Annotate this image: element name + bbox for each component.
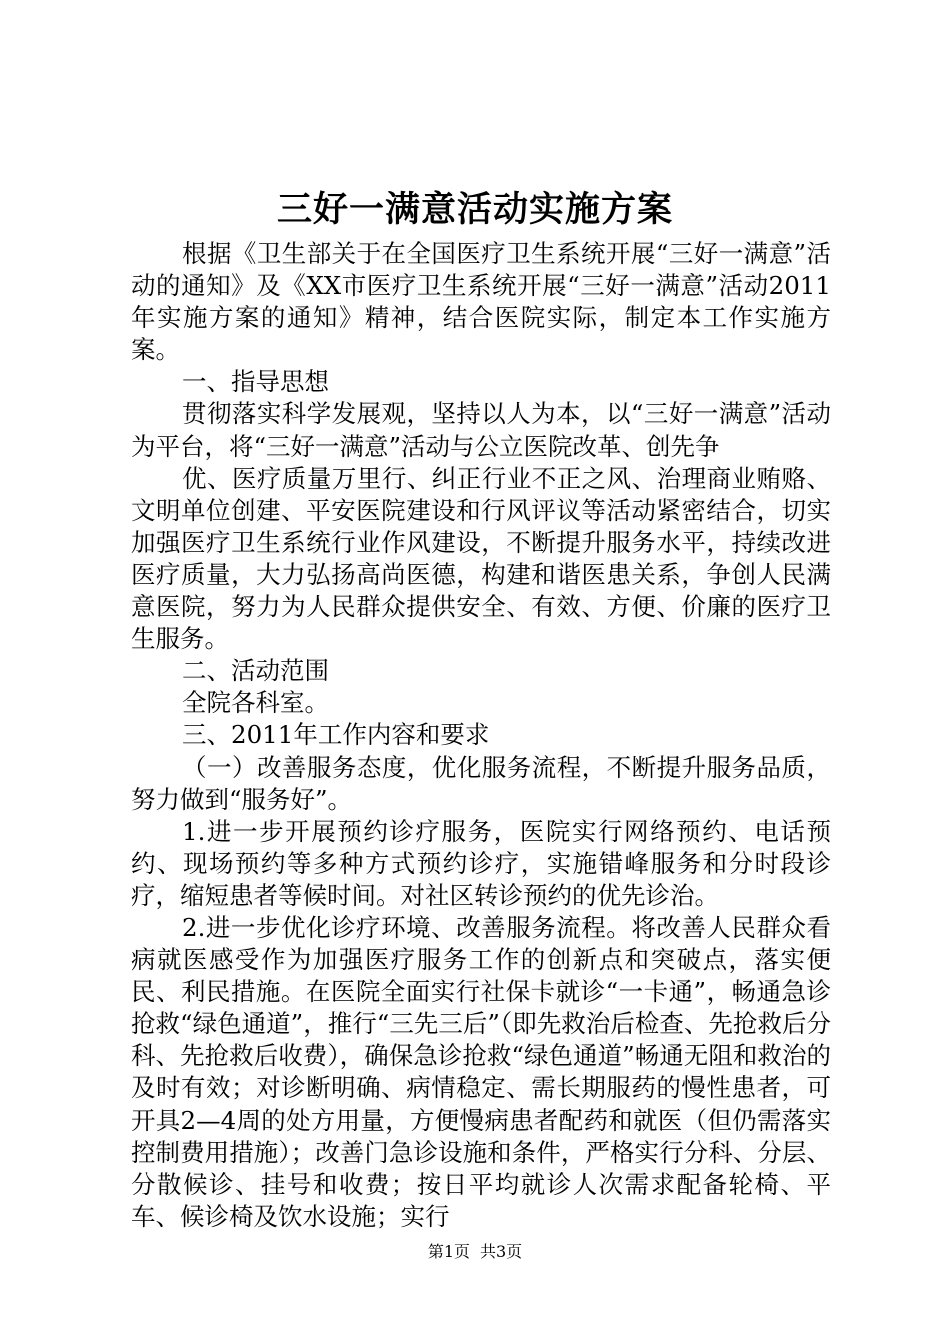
page-footer <box>0 1240 950 1264</box>
paragraph-activity-scope: 全院各科室。 <box>182 688 329 718</box>
subsection-heading-service: （一）改善服务态度，优化服务流程，不断提升服务品质，努力做到“服务好”。 <box>131 752 831 814</box>
document-body <box>131 238 831 1233</box>
section-heading-guiding-ideology: 一、指导思想 <box>182 367 329 397</box>
section-heading-activity-scope: 二、活动范围 <box>182 656 329 686</box>
paragraph-item-2: 2.进一步优化诊疗环境、改善服务流程。将改善人民群众看病就医感受作为加强医疗服务工作的创新点和突破点，落实便民、利民措施。在医院全面实行社保卡就诊“一卡通”，畅通急诊抢救“绿色通道”，推行“三先三后”（即先救治后检查、先抢救后分科、先抢救后收费），确保急诊抢救“绿色通道”畅通无阻和救治的及时有效；对诊断明确、病情稳定、需长期服药的慢性患者，可开具2—4周的处方用量，方便慢病患者配药和就医（但仍需落实控制费用措施）；改善门急诊设施和条件，严格实行分科、分层、分散候诊、挂号和收费；按日平均就诊人次需求配备轮椅、平车、候诊椅及饮水设施；实行 <box>131 912 831 1231</box>
section-heading-work-content: 三、2011年工作内容和要求 <box>182 720 490 750</box>
paragraph-item-1: 1.进一步开展预约诊疗服务，医院实行网络预约、电话预约、现场预约等多种方式预约诊疗，实施错峰服务和分时段诊疗，缩短患者等候时间。对社区转诊预约的优先诊治。 <box>131 816 831 910</box>
paragraph-guiding-ideology-continued: 优、医疗质量万里行、纠正行业不正之风、治理商业贿赂、文明单位创建、平安医院建设和行风评议等活动紧密结合，切实加强医疗卫生系统行业作风建设，不断提升服务水平，持续改进医疗质量，大力弘扬高尚医德，构建和谐医患关系，争创人民满意医院，努力为人民群众提供安全、有效、方便、价廉的医疗卫生服务。 <box>131 463 831 654</box>
paragraph-guiding-ideology: 贯彻落实科学发展观，坚持以人为本，以“三好一满意”活动为平台，将“三好一满意”活动与公立医院改革、创先争 <box>131 399 831 461</box>
page-total: 共3页 <box>480 1242 523 1261</box>
document-title: 三好一满意活动实施方案 <box>276 189 673 230</box>
page-number: 第1页 <box>427 1242 470 1261</box>
paragraph-intro: 根据《卫生部关于在全国医疗卫生系统开展“三好一满意”活动的通知》及《XX市医疗卫生系统开展“三好一满意”活动2011年实施方案的通知》精神，结合医院实际，制定本工作实施方案。 <box>131 239 831 365</box>
